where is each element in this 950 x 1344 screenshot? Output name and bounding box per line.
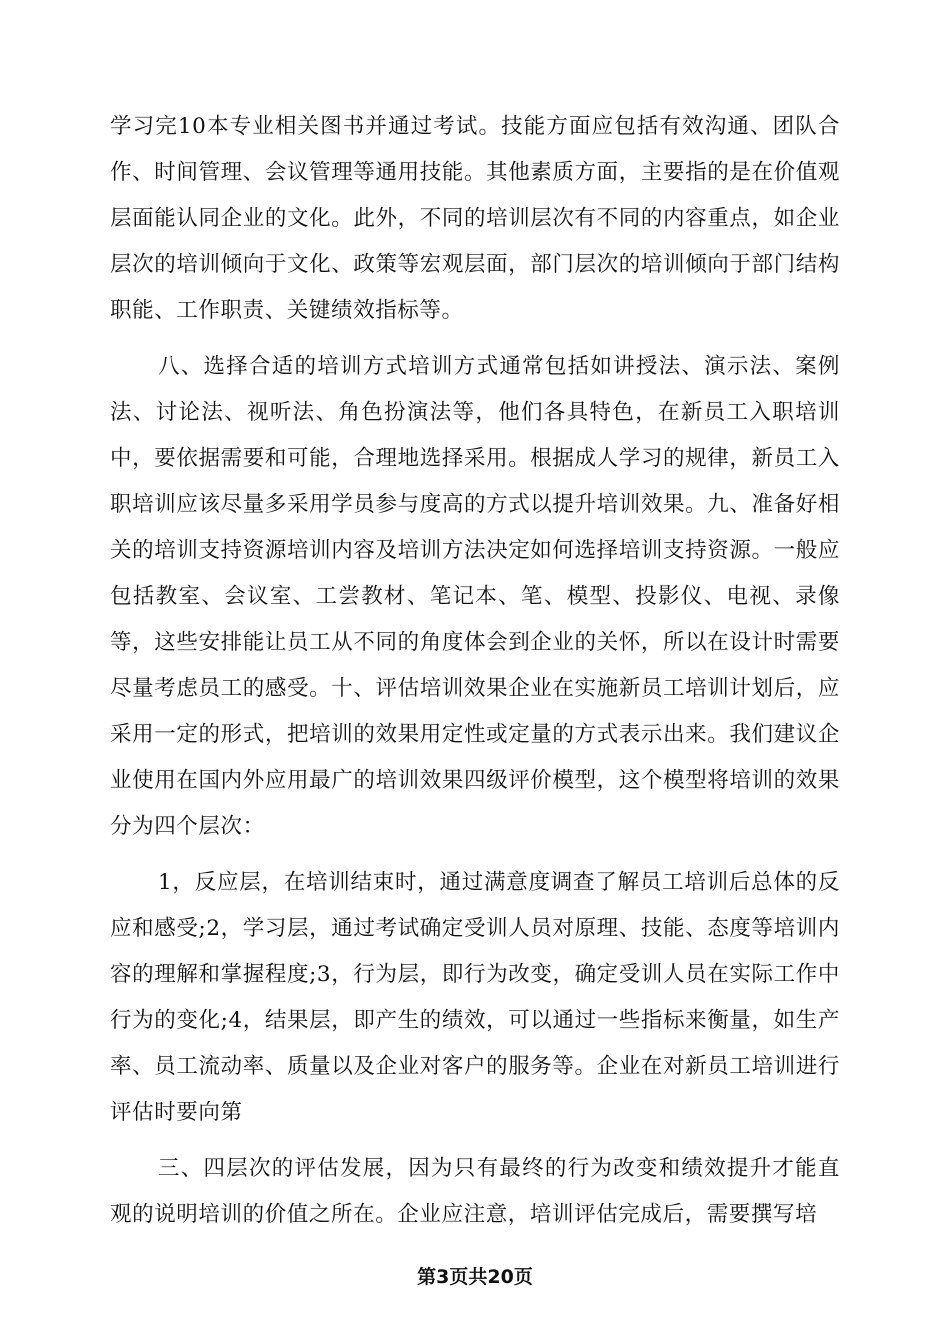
paragraph-1: 学习完10本专业相关图书并通过考试。技能方面应包括有效沟通、团队合作、时间管理、会议管理等通用技能。其他素质方面，主要指的是在价值观层面能认同企业的文化。此外，不同的培训层次有不同的内容重点，如企业层次的培训倾向于文化、政策等宏观层面，部门层次的培训倾向于部门结构职能、工作职责、关键绩效指标等。 [110, 114, 840, 323]
paragraph-4: 三、四层次的评估发展，因为只有最终的行为改变和绩效提升才能直观的说明培训的价值之所在。企业应注意，培训评估完成后，需要撰写培 [110, 1156, 840, 1227]
document-body [110, 104, 840, 1238]
paragraph-3: 1，反应层，在培训结束时，通过满意度调查了解员工培训后总体的反应和感受;2，学习层，通过考试确定受训人员对原理、技能、态度等培训内容的理解和掌握程度;3，行为层，即行为改变，确定受训人员在实际工作中行为的变化;4，结果层，即产生的绩效，可以通过一些指标来衡量，如生产率、员工流动率、质量以及企业对客户的服务等。企业在对新员工培训进行评估时要向第 [110, 870, 840, 1125]
page-number: 第3页共20页 [417, 1266, 533, 1288]
paragraph-2: 八、选择合适的培训方式培训方式通常包括如讲授法、演示法、案例法、讨论法、视听法、角色扮演法等，他们各具特色，在新员工入职培训中，要依据需要和可能，合理地选择采用。根据成人学习的规律，新员工入职培训应该尽量多采用学员参与度高的方式以提升培训效果。九、准备好相关的培训支持资源培训内容及培训方法决定如何选择培训支持资源。一般应包括教室、会议室、工尝教材、笔记本、笔、模型、投影仪、电视、录像等，这些安排能让员工从不同的角度体会到企业的关怀，所以在设计时需要尽量考虑员工的感受。十、评估培训效果企业在实施新员工培训计划后，应采用一定的形式，把培训的效果用定性或定量的方式表示出来。我们建议企业使用在国内外应用最广的培训效果四级评价模型，这个模型将培训的效果分为四个层次： [110, 354, 840, 839]
